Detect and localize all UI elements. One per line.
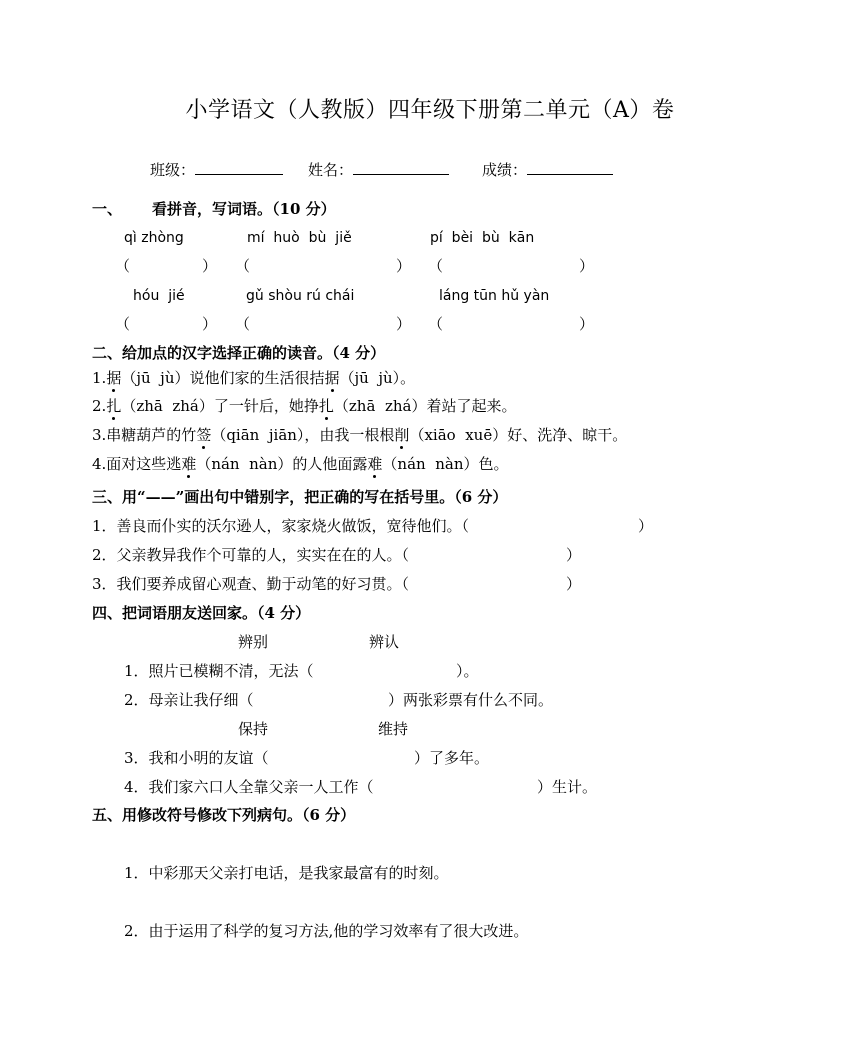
pinyin-1: qì zhòng [124, 230, 184, 246]
pinyin-3: pí bèi bù kān [430, 230, 535, 246]
s3-close-3: ） [566, 575, 582, 593]
s4-item-3-end: ）了多年。 [414, 749, 490, 767]
s4-item-2: 2．母亲让我仔细（ [124, 691, 254, 709]
s4-item-1: 1．照片已模糊不清，无法（ [124, 662, 314, 680]
section2-heading: 二、给加点的汉字选择正确的读音。（4 分） [92, 344, 386, 362]
s2-item-3: 3.串糖葫芦的竹签（qiān jiān），由我一根根削（xiāo xuē）好、洗净、晾干。 [92, 426, 628, 444]
s3-item-3: 3．我们要养成留心观查、勤于动笔的好习贯。（ [92, 575, 410, 593]
class-field [150, 160, 283, 178]
section1-heading: 看拼音，写词语。（10 分） [152, 200, 336, 218]
answer-box-5[interactable]: （ ） [235, 315, 412, 333]
name-label: 姓名： [308, 161, 354, 179]
dotted-char: 据 [324, 369, 340, 387]
s4-item-4-end: ）生计。 [537, 778, 598, 796]
section1-number: 一、 [92, 200, 123, 218]
score-label: 成绩： [482, 161, 528, 179]
pinyin-6: láng tūn hǔ yàn [439, 288, 550, 304]
s2-item-2: 2.扎（zhā zhá）了一针后，她挣扎（zhā zhá）着站了起来。 [92, 397, 517, 415]
section3-heading: 三、用“——”画出句中错别字，把正确的写在括号里。（6 分） [92, 488, 508, 506]
s3-item-1: 1．善良而仆实的沃尔逊人，家家烧火做饭，宽待他们。（ [92, 517, 470, 535]
class-label: 班级： [150, 161, 196, 179]
s5-item-1: 1．中彩那天父亲打电话，是我家最富有的时刻。 [124, 864, 449, 882]
dotted-char: 难 [181, 455, 197, 473]
score-blank[interactable] [527, 160, 613, 175]
section5-heading: 五、用修改符号修改下列病句。（6 分） [92, 806, 356, 824]
s3-close-2: ） [566, 546, 582, 564]
s5-item-2: 2．由于运用了科学的复习方法,他的学习效率有了很大改进。 [124, 922, 529, 940]
dotted-char: 签 [196, 426, 212, 444]
name-field [308, 160, 449, 178]
answer-box-2[interactable]: （ ） [235, 257, 412, 275]
word-option: 辨别 [238, 633, 269, 651]
class-blank[interactable] [195, 160, 283, 175]
dotted-char: 扎 [106, 397, 122, 415]
pinyin-2: mí huò bù jiě [247, 230, 352, 246]
s2-item-1: 1.据（jū jù）说他们家的生活很拮据（jū jù）。 [92, 369, 416, 387]
s4-item-4: 4．我们家六口人全靠父亲一人工作（ [124, 778, 374, 796]
s4-item-2-end: ）两张彩票有什么不同。 [388, 691, 554, 709]
score-field [482, 160, 613, 178]
word-option: 维持 [378, 720, 409, 738]
dotted-char: 难 [367, 455, 383, 473]
section4-heading: 四、把词语朋友送回家。（4 分） [92, 604, 311, 622]
s4-item-1-end: ）。 [456, 662, 479, 680]
word-option: 辨认 [369, 633, 400, 651]
s2-item-4: 4.面对这些逃难（nán nàn）的人他面露难（nán nàn）色。 [92, 455, 509, 473]
answer-box-6[interactable]: （ ） [428, 315, 595, 333]
name-blank[interactable] [353, 160, 449, 175]
answer-box-3[interactable]: （ ） [428, 257, 595, 275]
s4-item-3: 3．我和小明的友谊（ [124, 749, 269, 767]
pinyin-5: gǔ shòu rú chái [246, 288, 355, 304]
dotted-char: 据 [106, 369, 122, 387]
answer-box-1[interactable]: （ ） [115, 257, 218, 275]
word-option: 保持 [238, 720, 269, 738]
answer-box-4[interactable]: （ ） [115, 315, 218, 333]
pinyin-4: hóu jié [133, 288, 185, 304]
s3-close-1: ） [638, 517, 654, 535]
page-title: 小学语文（人教版）四年级下册第二单元（A）卷 [185, 98, 675, 123]
dotted-char: 削 [394, 426, 410, 444]
s3-item-2: 2．父亲教异我作个可靠的人，实实在在的人。（ [92, 546, 410, 564]
dotted-char: 扎 [318, 397, 334, 415]
